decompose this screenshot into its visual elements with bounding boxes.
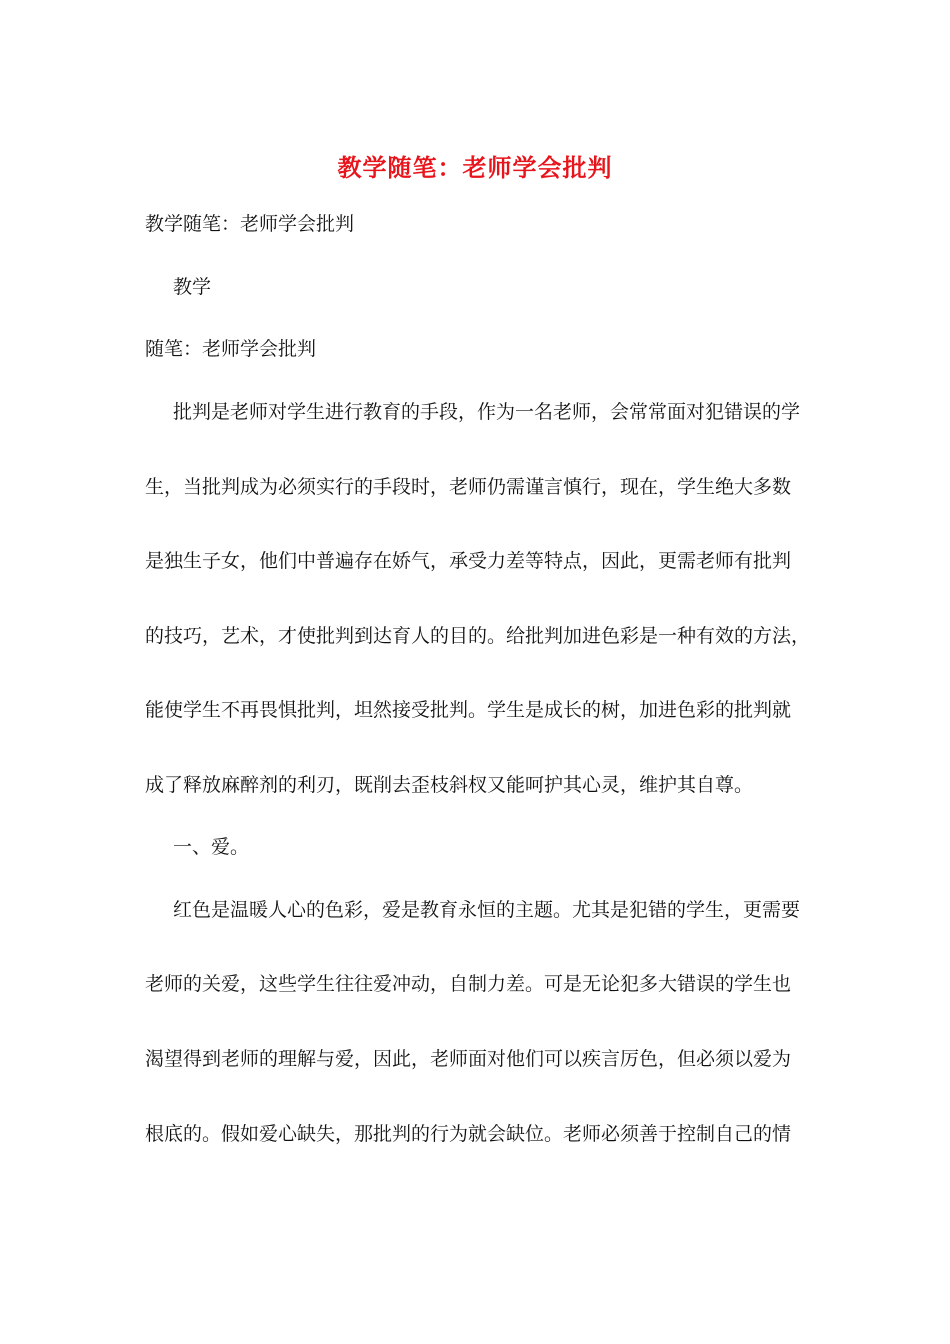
- text-line-fragment-2: 随笔：老师学会批判: [145, 338, 317, 360]
- paragraph-1-line-1: 批判是老师对学生进行教育的手段，作为一名老师，会常常面对犯错误的学: [173, 401, 801, 423]
- paragraph-2-line-2: 老师的关爱，这些学生往往爱冲动，自制力差。可是无论犯多大错误的学生也: [145, 973, 792, 995]
- document-title: 教学随笔：老师学会批判: [337, 154, 613, 182]
- paragraph-1-line-6: 成了释放麻醉剂的利刃，既削去歪枝斜杈又能呵护其心灵，维护其自尊。: [145, 774, 754, 796]
- paragraph-1-line-4: 的技巧，艺术，才使批判到达育人的目的。给批判加进色彩是一种有效的方法，: [145, 625, 810, 647]
- paragraph-1-line-5: 能使学生不再畏惧批判，坦然接受批判。学生是成长的树，加进色彩的批判就: [145, 699, 792, 721]
- paragraph-1-line-3: 是独生子女，他们中普遍存在娇气，承受力差等特点，因此，更需老师有批判: [145, 550, 792, 572]
- section-heading-love: 一、爱。: [173, 836, 250, 858]
- paragraph-2-line-4: 根底的。假如爱心缺失，那批判的行为就会缺位。老师必须善于控制自己的情: [145, 1123, 792, 1145]
- paragraph-2-line-3: 渴望得到老师的理解与爱，因此，老师面对他们可以疾言厉色，但必须以爱为: [145, 1048, 792, 1070]
- text-line-fragment-1: 教学: [173, 276, 212, 298]
- paragraph-2-line-1: 红色是温暖人心的色彩，爱是教育永恒的主题。尤其是犯错的学生，更需要: [173, 899, 801, 921]
- paragraph-1-line-2: 生，当批判成为必须实行的手段时，老师仍需谨言慎行，现在，学生绝大多数: [145, 476, 792, 498]
- text-line-subtitle: 教学随笔：老师学会批判: [145, 213, 355, 235]
